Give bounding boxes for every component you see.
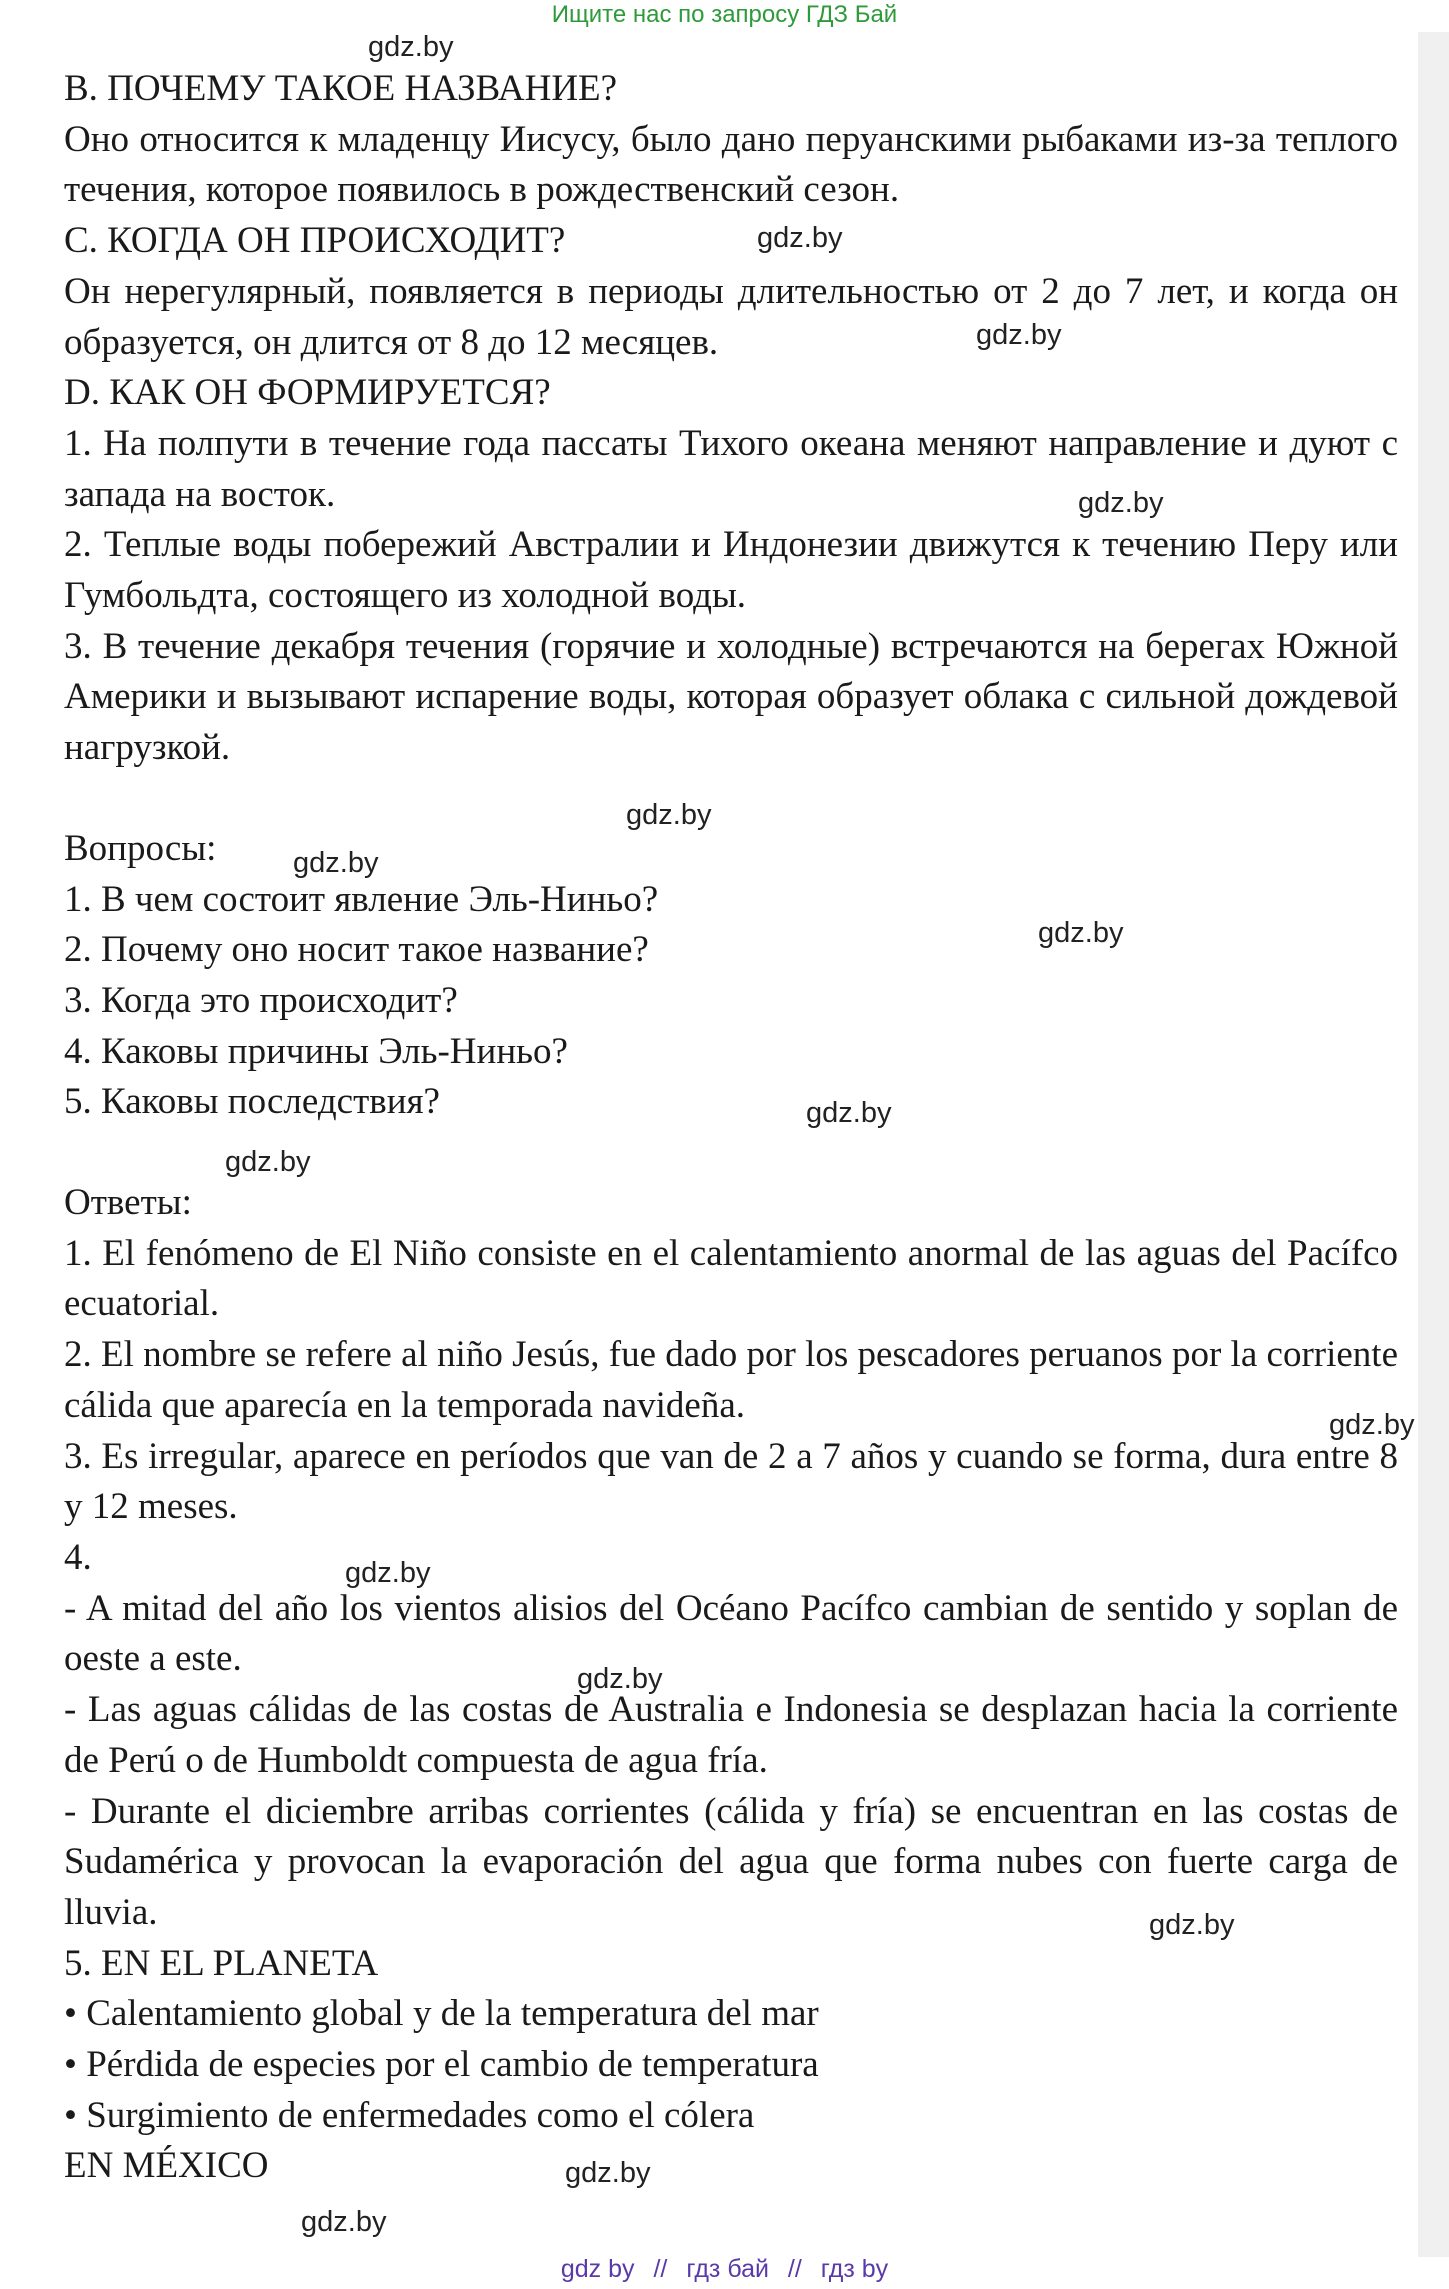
- questions-heading: Вопросы:: [64, 827, 217, 869]
- answer-item: - Las aguas cálidas de las costas de Australia e Indonesia se desplazan hacia la corriente de Perú o de Humboldt compuesta de agua fría.: [64, 1689, 1398, 1781]
- paragraph: Он нерегулярный, появляется в периоды длительностью от 2 до 7 лет, и когда он образуется, он длится от 8 до 12 месяцев.: [64, 270, 1398, 363]
- paragraph: Оно относится к младенцу Иисусу, было дано перуанскими рыбаками из-за теплого течения, которое появилось в рождественский сезон.: [64, 118, 1398, 211]
- watermark: gdz.by: [976, 319, 1062, 351]
- paragraph: 1. На полпути в течение года пассаты Тихого океана меняют направление и дуют с запада на восток.: [64, 422, 1398, 515]
- watermark: gdz.by: [806, 1097, 892, 1129]
- section-heading: EN MÉXICO: [64, 2145, 269, 2187]
- watermark: gdz.by: [368, 31, 454, 63]
- watermark: gdz.by: [626, 799, 712, 831]
- footer-links: [0, 2253, 1449, 2285]
- heading-d: D. КАК ОН ФОРМИРУЕТСЯ?: [64, 372, 551, 414]
- answer-item: 1. El fenómeno de El Niño consiste en el calentamiento anormal de las aguas del Pacífco ecuatorial.: [64, 1232, 1398, 1325]
- watermark: gdz.by: [757, 222, 843, 254]
- scrollbar-track[interactable]: [1418, 32, 1449, 2257]
- top-banner[interactable]: Ищите нас по запросу ГДЗ Бай: [551, 1, 898, 28]
- watermark: gdz.by: [301, 2206, 387, 2238]
- watermark: gdz.by: [293, 847, 379, 879]
- bullet-item: • Pérdida de especies por el cambio de temperatura: [64, 2044, 819, 2086]
- watermark: gdz.by: [577, 1663, 663, 1695]
- answer-item: - Durante el diciembre arribas corrientes (cálida y fría) se encuentran en las costas de Sudamérica y provocan la evaporación del agua que forma nubes con fuerte carga de lluvia.: [64, 1790, 1398, 1933]
- footer-link-gdz-bai[interactable]: гдз бай: [686, 2255, 769, 2283]
- answer-item: 4.: [64, 1536, 92, 1578]
- answer-item: 2. El nombre se refere al niño Jesús, fue dado por los pescadores peruanos por la corriente cálida que aparecía en la temporada navideña.: [64, 1334, 1398, 1426]
- watermark: gdz.by: [565, 2157, 651, 2189]
- heading-b: B. ПОЧЕМУ ТАКОЕ НАЗВАНИЕ?: [64, 68, 618, 109]
- bullet-item: • Surgimiento de enfermedades como el cólera: [64, 2094, 755, 2136]
- watermark: gdz.by: [1149, 1909, 1235, 1941]
- paragraph: 3. В течение декабря течения (горячие и холодные) встречаются на берегах Южной Америки и вызывают испарение воды, которая образует облака с сильной дождевой нагрузкой.: [64, 625, 1398, 769]
- answer-item: - A mitad del año los vientos alisios del Océano Pacífco cambian de sentido y soplan de oeste a este.: [64, 1587, 1398, 1680]
- bullet-item: • Calentamiento global y de la temperatura del mar: [64, 1993, 819, 2035]
- section-heading: 5. EN EL PLANETA: [64, 1942, 379, 1984]
- watermark: gdz.by: [1078, 487, 1164, 519]
- footer-separator: //: [653, 2255, 668, 2283]
- question-item: 1. В чем состоит явление Эль-Ниньо?: [64, 878, 659, 920]
- watermark: gdz.by: [1329, 1409, 1415, 1441]
- paragraph: 2. Теплые воды побережий Австралии и Индонезии движутся к течению Перу или Гумбольдта, состоящего из холодной воды.: [64, 524, 1398, 617]
- question-item: 3. Когда это происходит?: [64, 979, 458, 1021]
- footer-separator: //: [787, 2255, 802, 2283]
- heading-c: C. КОГДА ОН ПРОИСХОДИТ?: [64, 220, 566, 262]
- document-body: [64, 64, 1398, 2192]
- answer-item: 3. Es irregular, aparece en períodos que van de 2 a 7 años y cuando se forma, dura entre 8 y 12 meses.: [64, 1435, 1398, 1528]
- footer-link-gdz-by-cyr[interactable]: гдз by: [820, 2255, 889, 2283]
- answers-heading: Ответы:: [64, 1182, 192, 1224]
- watermark: gdz.by: [225, 1146, 311, 1178]
- watermark: gdz.by: [1038, 917, 1124, 949]
- watermark: gdz.by: [345, 1557, 431, 1589]
- question-item: 5. Каковы последствия?: [64, 1081, 440, 1123]
- question-item: 4. Каковы причины Эль-Ниньо?: [64, 1030, 568, 1072]
- question-item: 2. Почему оно носит такое название?: [64, 929, 649, 971]
- footer-link-gdz-by[interactable]: gdz by: [560, 2255, 635, 2283]
